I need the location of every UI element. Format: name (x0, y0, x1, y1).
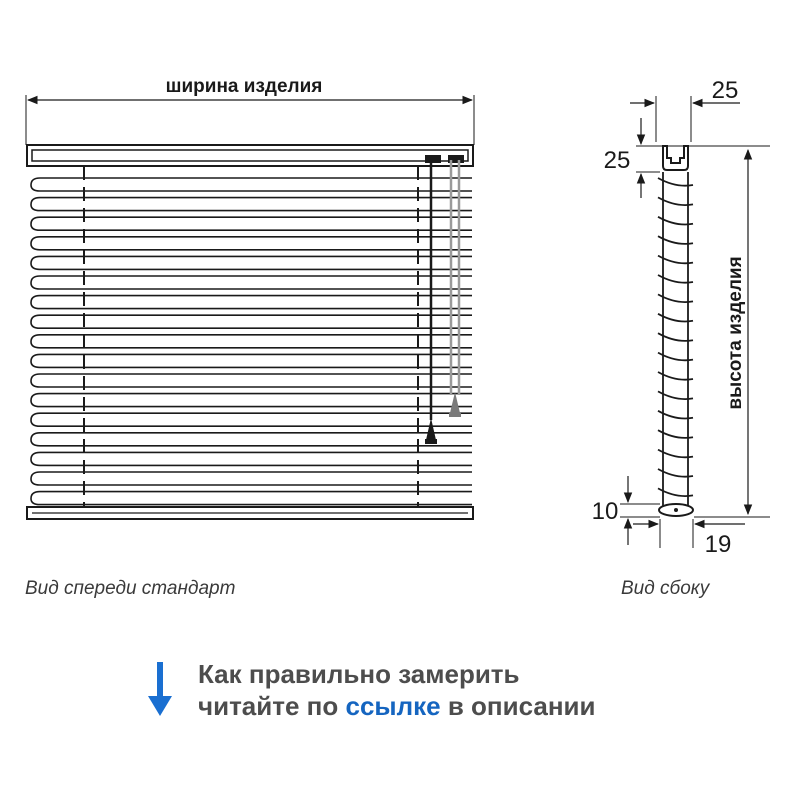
slat (31, 178, 472, 191)
slat (31, 237, 472, 250)
bottom-height-value: 10 (591, 498, 619, 525)
slat (31, 394, 472, 407)
slat (31, 413, 472, 426)
slat (31, 276, 472, 289)
top-width-dimension (630, 77, 740, 142)
slat (31, 217, 472, 230)
front-view (26, 76, 474, 519)
slat (31, 296, 472, 309)
bottom-height-dimension (592, 476, 660, 545)
bottom-rail-profile (659, 504, 693, 516)
bottom-rail (27, 507, 473, 519)
head-rail-profile (663, 146, 688, 170)
note-line-2-suffix: в описании (440, 691, 596, 721)
slats (31, 178, 472, 505)
bottom-width-dimension (633, 519, 745, 558)
note-line-2 (198, 690, 596, 722)
head-rail (27, 145, 473, 166)
width-label: ширина изделия (165, 76, 323, 97)
slat (31, 492, 472, 505)
description-link[interactable]: ссылке (345, 691, 441, 721)
bottom-width-value: 19 (704, 531, 732, 558)
slat (31, 354, 472, 367)
slat (31, 452, 472, 465)
slat (31, 472, 472, 485)
height-dimension (694, 150, 770, 517)
slat (31, 335, 472, 348)
slat (31, 374, 472, 387)
down-arrow-icon (146, 662, 174, 718)
top-width-value: 25 (711, 77, 739, 104)
slat (31, 256, 472, 269)
height-label: высота изделия (725, 256, 746, 410)
slat (31, 433, 472, 446)
note-line-1: Как правильно замерить (198, 659, 520, 689)
front-view-caption: Вид спереди стандарт (25, 578, 236, 599)
width-dimension (26, 76, 474, 145)
top-height-value: 25 (603, 147, 631, 174)
slat (31, 315, 472, 328)
slat (31, 198, 472, 211)
tilt-wand (425, 160, 437, 444)
side-view-caption: Вид сбоку (621, 578, 710, 599)
note-line-2-prefix: читайте по (198, 691, 346, 721)
side-view (592, 77, 770, 558)
note-text (198, 658, 596, 722)
